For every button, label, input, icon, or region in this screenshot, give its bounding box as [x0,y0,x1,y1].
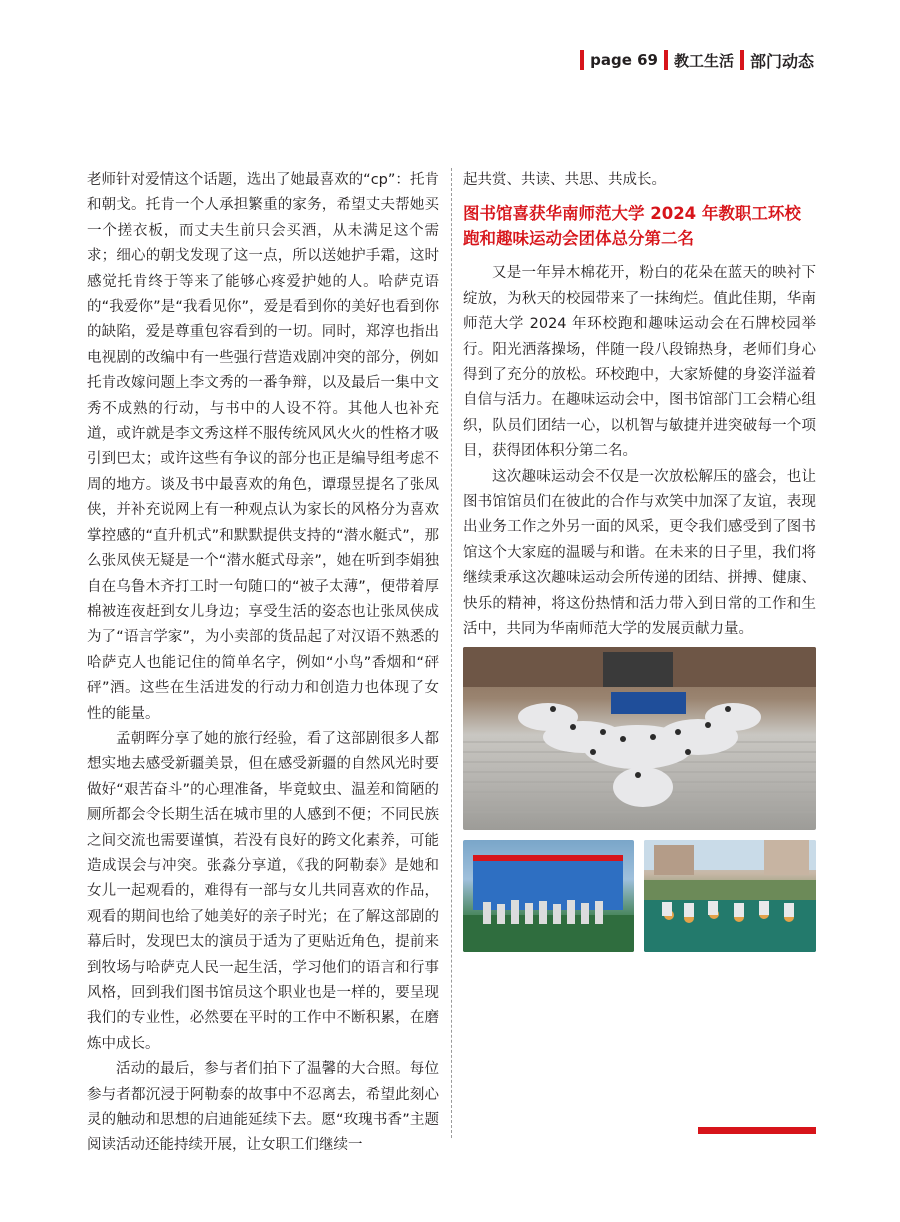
left-column [87,168,439,1159]
left-paragraph-1: 老师针对爱情这个话题，选出了她最喜欢的“cp”：托肯和朝戈。托肯一个人承担繁重的家务，希望丈夫帮她买一个搓衣板，而丈夫生前只会买酒，从未满足这个需求；细心的朝戈发现了这一点，所以送她护手霜，这时感觉托肯终于等来了能够心疼爱护她的人。哈萨克语的“我爱你”是“我看见你”，爱是看到你的美好也看到你的缺陷，爱是尊重包容看到的一切。同时，郑淳也指出电视剧的改编中有一些强行营造戏剧冲突的部分，例如托肯改嫁问题上李文秀的一番争辩，以及最后一集中文秀不成熟的行动，与书中的人设不符。其他人也补充道，或许就是李文秀这样不服传统风风火火的性格才吸引到巴太；或许这些有争议的部分也正是编导组考虑不周的地方。谈及书中最喜欢的角色，谭璟昱提名了张凤侠，并补充说网上有一种观点认为家长的风格分为喜欢掌控感的“直升机式”和默默提供支持的“潜水艇式”，那么张凤侠无疑是一个“潜水艇式母亲”，她在听到李娟独自在乌鲁木齐打工时一句随口的“被子太薄”，便带着厚棉被连夜赶到女儿身边；享受生活的姿态也让张凤侠成为了“语言学家”，为小卖部的货品起了对汉语不熟悉的哈萨克人也能记住的简单名字，例如“小鸟”香烟和“砰砰”酒。这些在生活进发的行动力和创造力也体现了女性的能量。 [87,172,439,722]
page-header [574,48,814,72]
section-title: 部门动态 [749,51,814,71]
header-bar-1 [580,50,584,70]
team-photo-illustration [463,840,634,952]
header-bar-3 [740,50,744,70]
right-paragraph-2: 这次趣味运动会不仅是一次放松解压的盛会，也让图书馆馆员们在彼此的合作与欢笑中加深了友谊，表现出业务工作之外另一面的风采，更令我们感受到了图书馆这个大家庭的温暖与和谐。在未来的日子里，我们将继续秉承这次趣味运动会所传递的团结、拼搏、健康、快乐的精神，将这份热情和活力带入到日常的工作和生活中，共同为华南师范大学的发展贡献力量。 [463,468,816,638]
footer-accent-bar [698,1127,816,1134]
header-bar-2 [664,50,668,70]
right-paragraph-1: 又是一年异木棉花开，粉白的花朵在蓝天的映衬下绽放，为秋天的校园带来了一抹绚烂。值此佳期，华南师范大学 2024 年环校跑和趣味运动会在石牌校园举行。阳光洒落操场，伴随一段八段锦热身，老师们身心得到了充分的放松。环校跑中，大家矫健的身姿洋溢着自信与活力。在趣味运动会中，图书馆部门工会精心组织，队员们团结一心，以机智与敏捷并进突破每一个项目，获得团体积分第二名。 [463,265,816,460]
field-photo-illustration [644,840,816,952]
article-headline: 图书馆喜获华南师范大学 2024 年教职工环校跑和趣味运动会团体总分第二名 [463,204,801,249]
group-photo-illustration [463,647,816,830]
team-photo-banner [463,840,634,952]
right-column [463,168,816,643]
left-paragraph-3: 活动的最后，参与者们拍下了温馨的大合照。每位参与者都沉浸于阿勒泰的故事中不忍离去，希望此刻心灵的触动和思想的启迪能延续下去。愿“玫瑰书香”主题阅读活动还能持续开展，让女职工们继续一 [87,1061,439,1154]
field-group-photo [644,840,816,952]
right-continuation: 起共赏、共读、共思、共成长。 [463,172,666,188]
column-divider [451,168,452,1138]
left-paragraph-2: 孟朝晖分享了她的旅行经验，看了这部剧很多人都想实地去感受新疆美景，但在感受新疆的自然风光时要做好“艰苦奋斗”的心理准备，毕竟蚊虫、温差和简陋的厕所都会令长期生活在城市里的人感到不便；不同民族之间交流也需要谨慎，若没有良好的跨文化素养，可能造成误会与冲突。张淼分享道，《我的阿勒泰》是她和女儿一起观看的，难得有一部与女儿共同喜欢的作品，观看的期间也给了她美好的亲子时光；在了解这部剧的幕后时，发现巴太的演员于适为了更贴近角色，提前来到牧场与哈萨克人民一起生活，学习他们的语言和行事风格，回到我们图书馆员这个职业也是一样的，要呈现我们的专业性，必然要在平时的工作中不断积累，在磨炼中成长。 [87,730,439,1052]
group-photo-stairs [463,647,816,830]
page-number: page 69 [590,51,658,69]
section-label: 教工生活 [673,51,734,70]
